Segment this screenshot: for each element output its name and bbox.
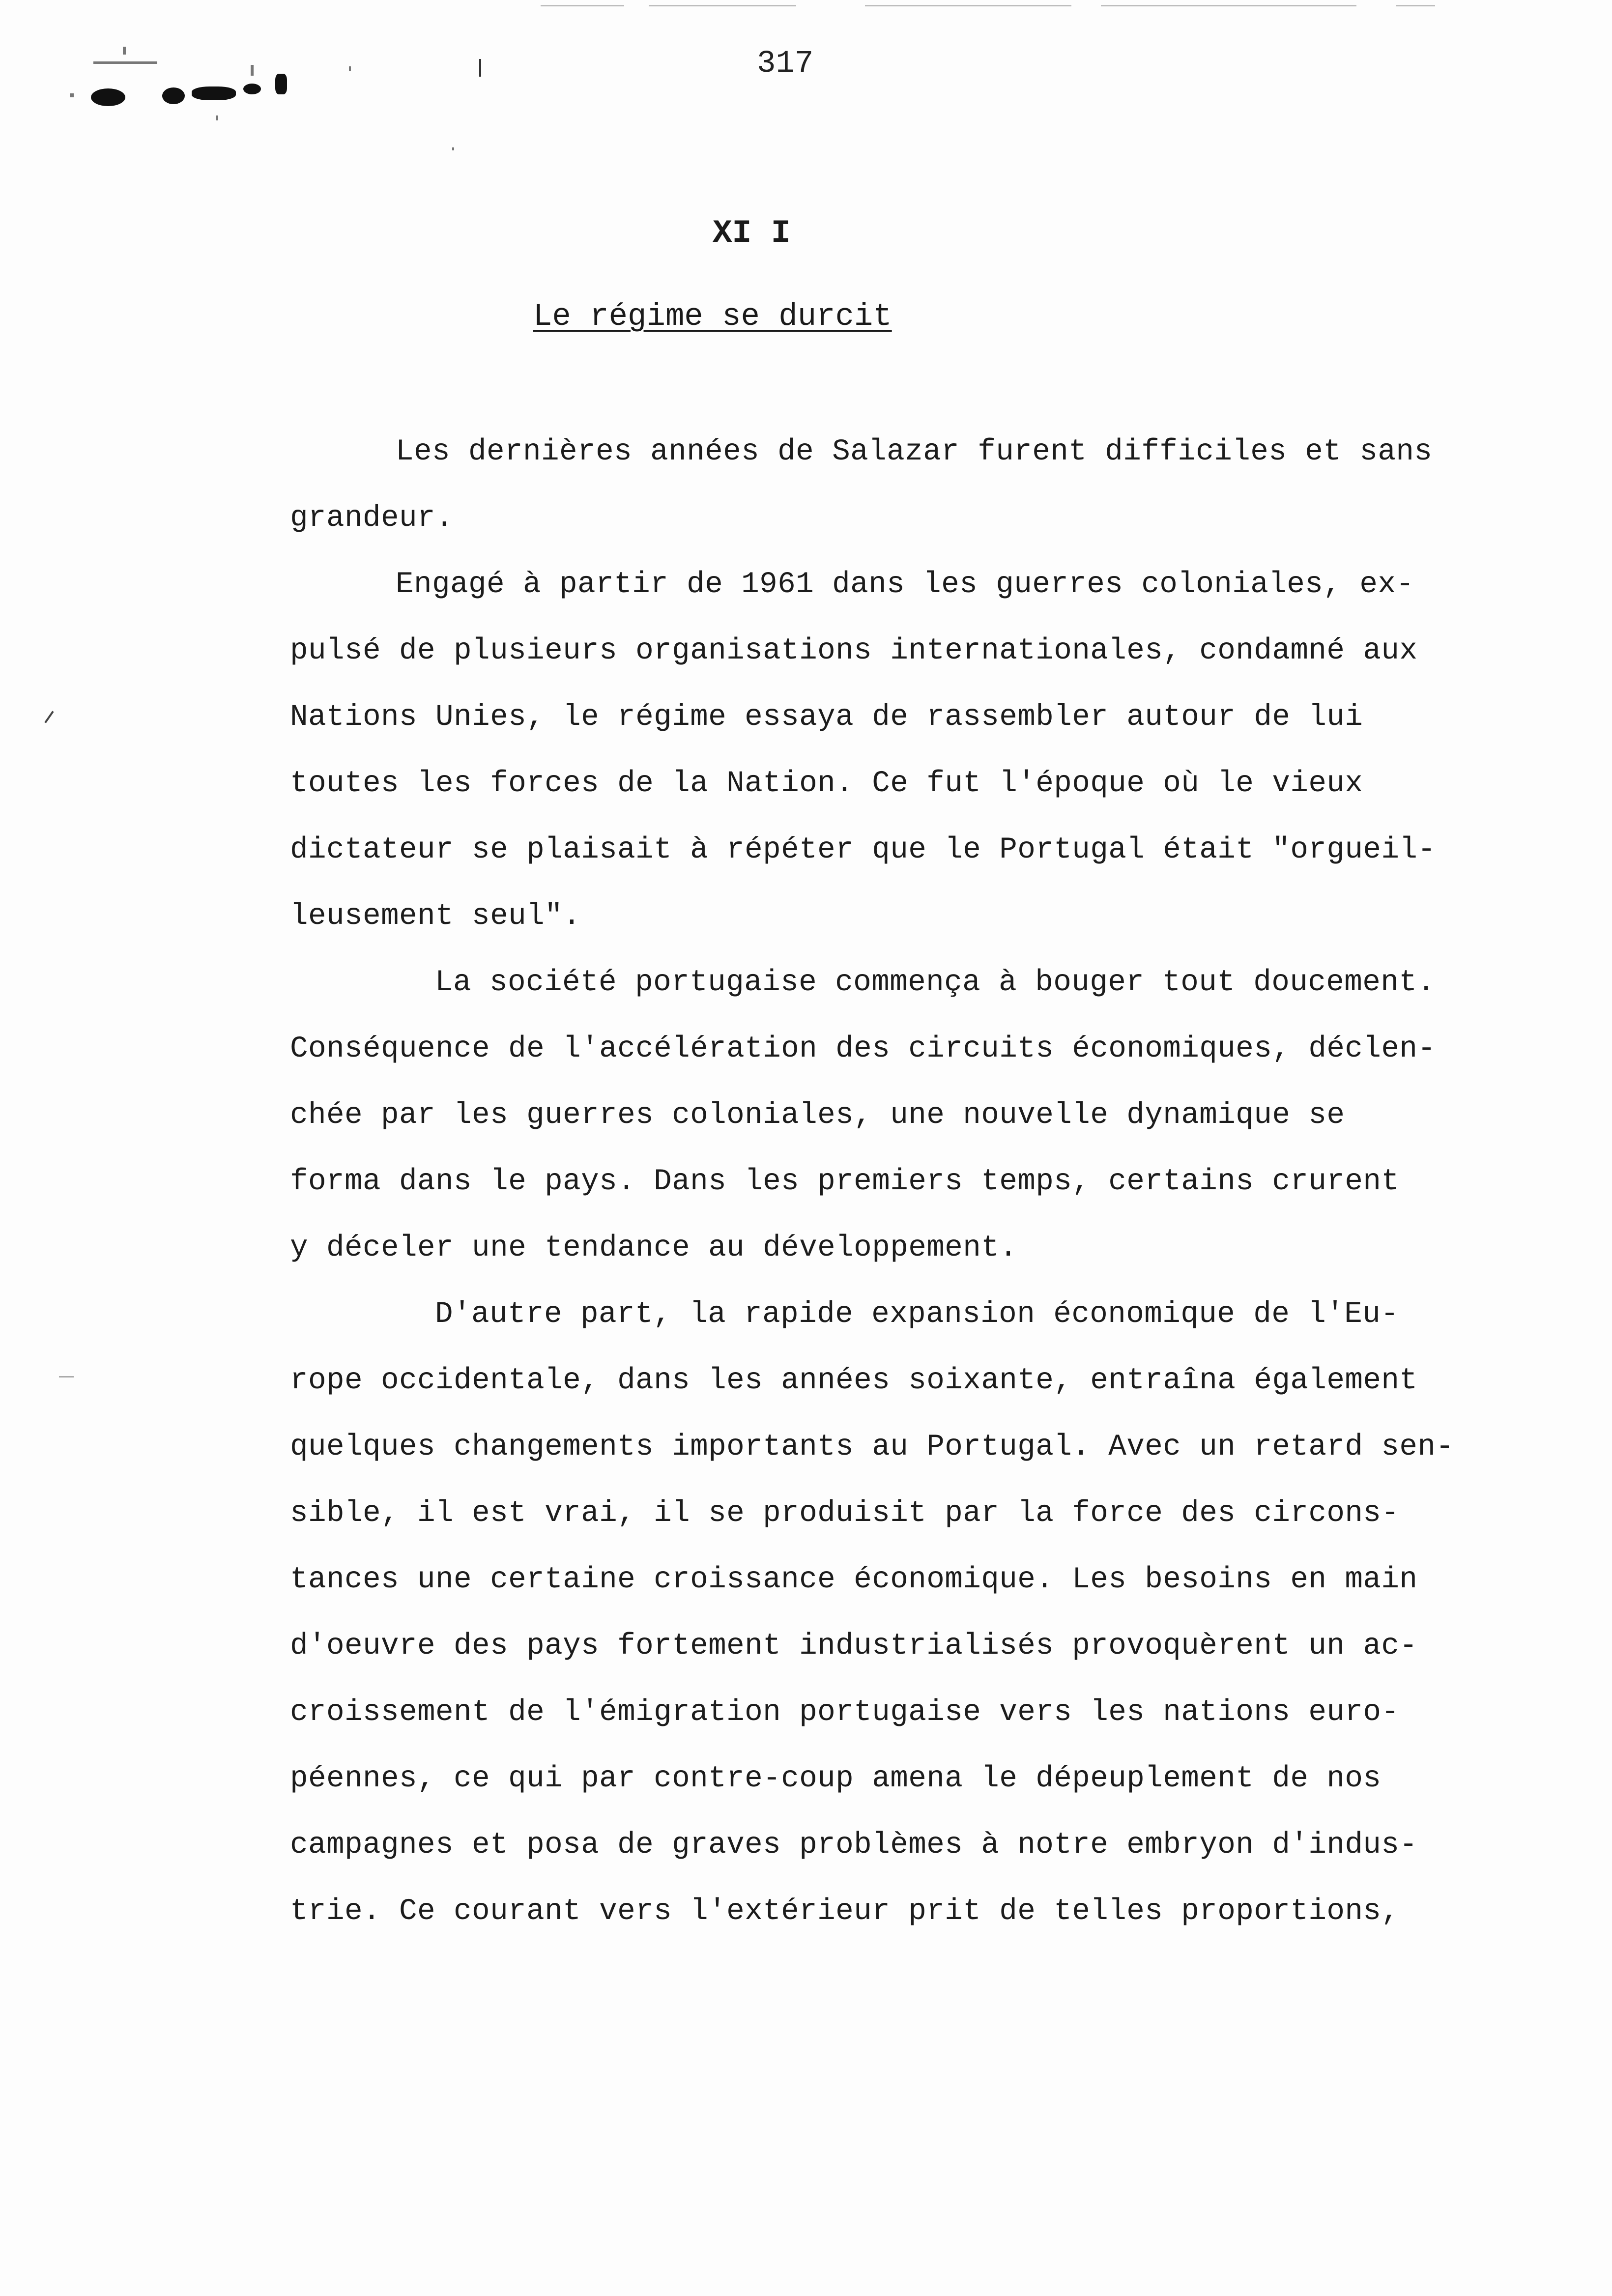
margin-mark [44, 711, 54, 723]
scan-rule [541, 5, 624, 6]
text-line: quelques changements importants au Portugal. Avec un retard sen- [290, 1430, 1454, 1464]
text-line: La société portugaise commença à bouger tout doucement. [435, 966, 1436, 1000]
text-line: chée par les guerres coloniales, une nouvelle dynamique se [290, 1098, 1345, 1132]
text-line: campagnes et posa de graves problèmes à notre embryon d'indus- [290, 1828, 1418, 1862]
text-line: y déceler une tendance au développement. [290, 1231, 1018, 1265]
chapter-number: XI I [713, 215, 791, 252]
text-line: forma dans le pays. Dans les premiers temps, certains crurent [290, 1165, 1400, 1199]
text-line: grandeur. [290, 501, 454, 535]
scan-rule [865, 5, 1071, 6]
text-line: toutes les forces de la Nation. Ce fut l'époque où le vieux [290, 767, 1363, 801]
text-line: péennes, ce qui par contre-coup amena le dépeuplement de nos [290, 1762, 1382, 1796]
text-line: Engagé à partir de 1961 dans les guerres coloniales, ex- [396, 568, 1414, 602]
text-line: sible, il est vrai, il se produisit par la force des circons- [290, 1496, 1400, 1530]
text-line: croissement de l'émigration portugaise vers les nations euro- [290, 1695, 1400, 1729]
text-line: leusement seul". [290, 899, 581, 933]
text-line: pulsé de plusieurs organisations internationales, condamné aux [290, 634, 1418, 668]
text-line: trie. Ce courant vers l'extérieur prit de telles proportions, [290, 1894, 1400, 1928]
text-line: Nations Unies, le régime essaya de rassembler autour de lui [290, 700, 1363, 734]
chapter-title: Le régime se durcit [533, 299, 892, 335]
text-line: tances une certaine croissance économique. Les besoins en main [290, 1563, 1418, 1597]
text-line: Conséquence de l'accélération des circuits économiques, déclen- [290, 1032, 1436, 1066]
text-line: Les dernières années de Salazar furent difficiles et sans [396, 435, 1433, 469]
scan-rule [1101, 5, 1356, 6]
scan-rule [649, 5, 796, 6]
text-line: rope occidentale, dans les années soixante, entraîna également [290, 1364, 1418, 1398]
scan-rule [1396, 5, 1435, 6]
text-line: D'autre part, la rapide expansion économique de l'Eu- [435, 1297, 1399, 1331]
text-line: dictateur se plaisait à répéter que le Portugal était "orgueil- [290, 833, 1436, 867]
text-line: d'oeuvre des pays fortement industrialisés provoquèrent un ac- [290, 1629, 1418, 1663]
margin-mark [59, 1376, 74, 1378]
page-number: 317 [757, 46, 814, 82]
